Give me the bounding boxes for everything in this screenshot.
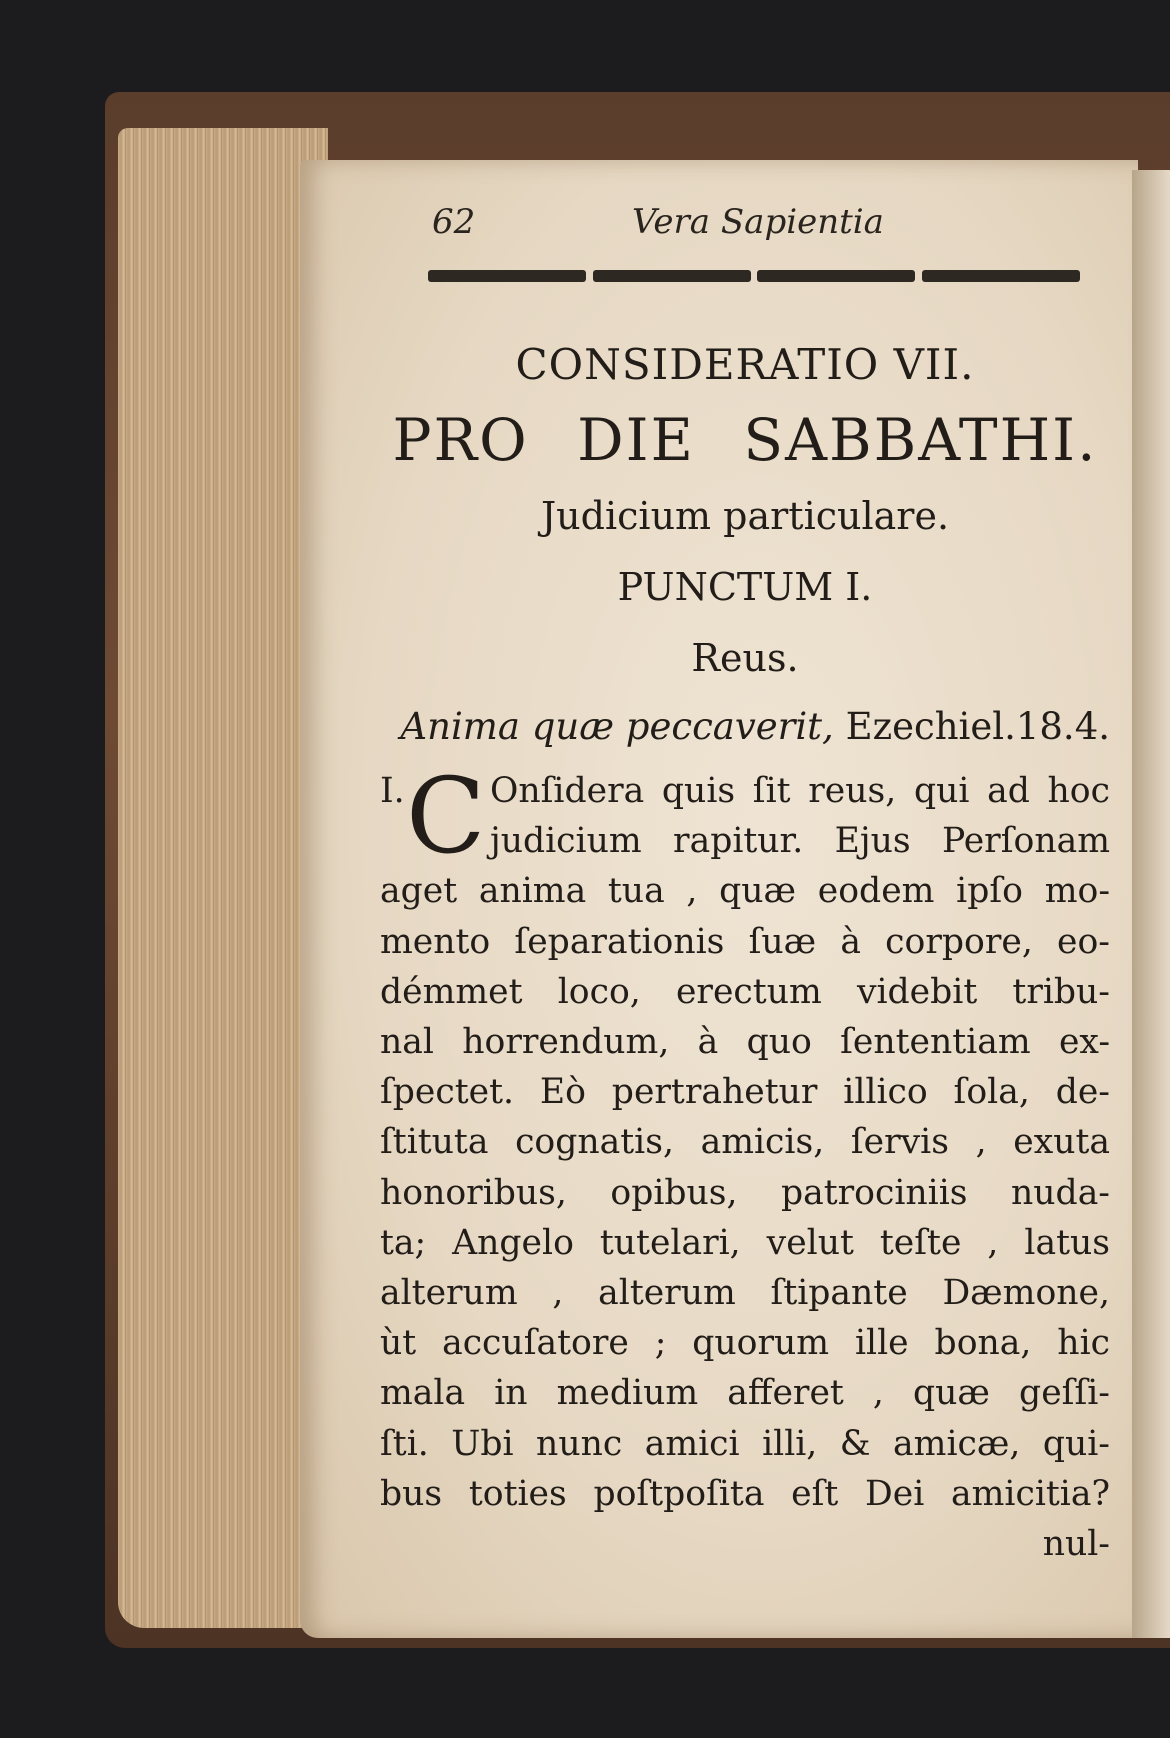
rule-segment [922, 270, 1080, 282]
page-edges [118, 128, 328, 1628]
epigraph-quote: Anima quæ peccaverit, [400, 705, 834, 748]
text-line: ſpectet. Eò pertrahetur illico ſola, de- [380, 1072, 1110, 1113]
epigraph-reference: Ezechiel.18.4. [845, 705, 1110, 748]
text-line: I. C Onſidera quis ſit reus, qui ad hoc [380, 755, 1110, 877]
consideratio-heading: CONSIDERATIO VII. [515, 340, 975, 389]
punctum-heading: PUNCTUM I. [617, 565, 873, 609]
text-line: honoribus, opibus, patrociniis nuda- [380, 1172, 1110, 1213]
text-line: mala in medium afferet , quæ geſſi- [380, 1373, 1110, 1414]
rule-segment [593, 270, 751, 282]
body-paragraph [380, 755, 1110, 1569]
rule-segment [428, 270, 586, 282]
text-line: ſti. Ubi nunc amici illi, & amicæ, qui- [380, 1423, 1110, 1464]
text-line: démmet loco, erectum videbit tribu- [380, 971, 1110, 1012]
day-heading: PRO DIE SABBATHI. [392, 406, 1098, 474]
text-line: ſtituta cognatis, amicis, ſervis , exuta [380, 1122, 1110, 1163]
text-line: nal horrendum, à quo ſententiam ex- [380, 1022, 1110, 1063]
running-title: Vera Sapientia [632, 202, 884, 242]
section-heading: Reus. [691, 636, 799, 680]
text-line: mento ſeparationis ſuæ à corpore, eo- [380, 921, 1110, 962]
running-head [432, 202, 1072, 252]
text-line: alterum , alterum ſtipante Dæmone, [380, 1273, 1110, 1314]
paragraph-number: I. [380, 771, 405, 811]
catchword: nul- [1042, 1524, 1110, 1565]
text-line: bus toties poſtpoſita eſt Dei amicitia? [380, 1473, 1110, 1514]
text-line: ta; Angelo tutelari, velut teſte , latus [380, 1222, 1110, 1263]
text-line: aget anima tua , quæ eodem ipſo mo- [380, 871, 1110, 912]
subject-heading: Judicium particulare. [540, 494, 950, 538]
drop-cap: C [406, 755, 486, 877]
page-number: 62 [432, 202, 476, 242]
epigraph [380, 694, 1110, 760]
facing-page-edge [1132, 170, 1170, 1638]
ornamental-rule [428, 270, 1080, 284]
text-line: ùt accuſatore ; quorum ille bona, hic [380, 1323, 1110, 1364]
rule-segment [757, 270, 915, 282]
page-text [380, 330, 1110, 1569]
text-line: judicium rapitur. Ejus Perſonam [490, 821, 1110, 862]
